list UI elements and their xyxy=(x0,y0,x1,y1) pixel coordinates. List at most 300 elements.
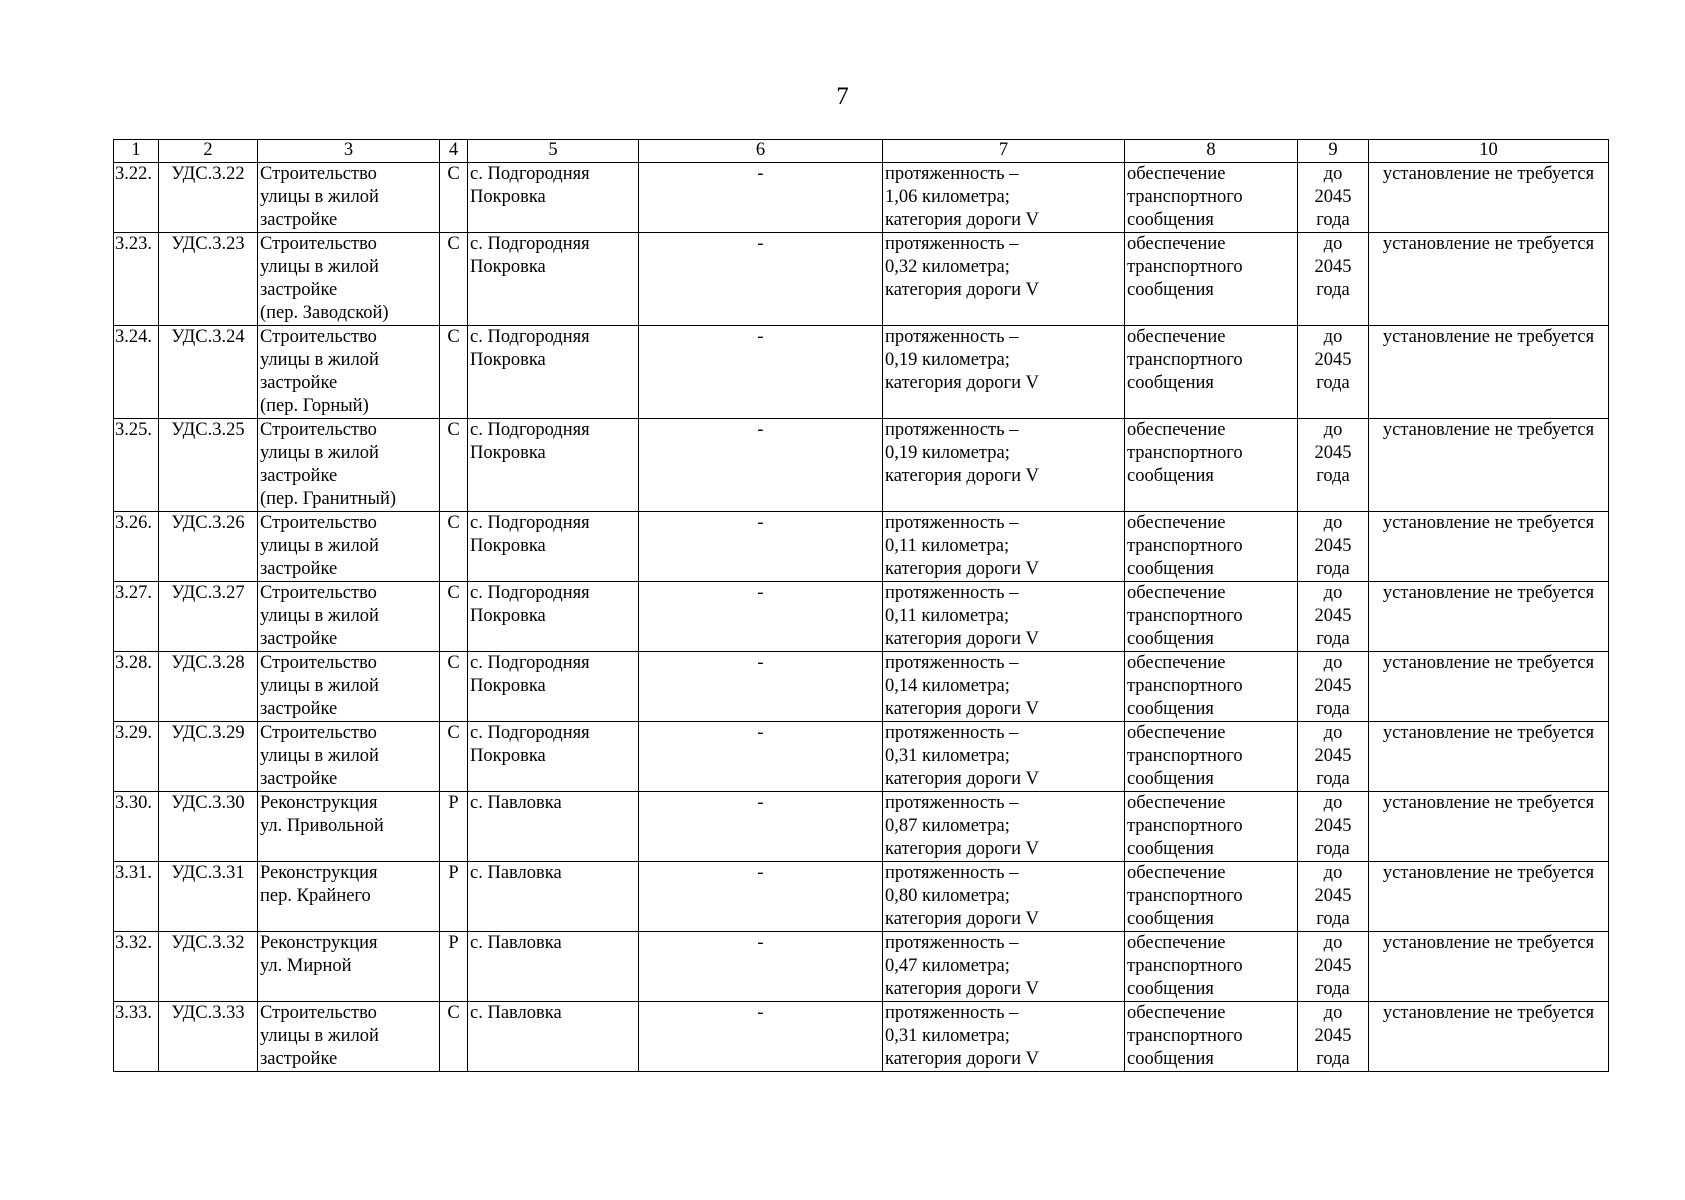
header-cell-10: 10 xyxy=(1369,140,1609,163)
location-line: Покровка xyxy=(470,606,546,626)
table-row xyxy=(114,1002,1609,1072)
term-line: до xyxy=(1323,513,1343,533)
parameters-line: протяженность – xyxy=(885,513,1019,533)
object-name-cell xyxy=(258,932,440,1002)
object-name-line: улицы в жилой xyxy=(260,1026,379,1046)
term-line: до xyxy=(1323,327,1343,347)
row-number-cell: 3.22. xyxy=(114,163,159,233)
term-line: года xyxy=(1316,629,1350,649)
object-name-line: (пер. Горный) xyxy=(260,396,369,416)
object-name-line: улицы в жилой xyxy=(260,536,379,556)
object-name-line: застройке xyxy=(260,629,338,649)
row-number-cell: 3.31. xyxy=(114,862,159,932)
purpose-line: сообщения xyxy=(1127,373,1214,393)
column-6-cell: - xyxy=(639,722,883,792)
object-name-cell xyxy=(258,582,440,652)
purpose-line: транспортного xyxy=(1127,350,1243,370)
term-line: до xyxy=(1323,653,1343,673)
work-type-cell: С xyxy=(440,722,468,792)
location-line: с. Подгородняя xyxy=(470,420,590,440)
purpose-cell xyxy=(1125,419,1298,512)
term-line: года xyxy=(1316,210,1350,230)
zone-cell: установление не требуется xyxy=(1369,862,1609,932)
header-cell-8: 8 xyxy=(1125,140,1298,163)
term-cell xyxy=(1298,582,1369,652)
parameters-line: протяженность – xyxy=(885,793,1019,813)
object-name-line: застройке xyxy=(260,559,338,579)
object-name-line: (пер. Гранитный) xyxy=(260,489,397,509)
term-cell xyxy=(1298,792,1369,862)
term-cell xyxy=(1298,1002,1369,1072)
purpose-cell xyxy=(1125,163,1298,233)
object-code-cell: УДС.3.24 xyxy=(159,326,258,419)
object-code-cell: УДС.3.26 xyxy=(159,512,258,582)
term-line: до xyxy=(1323,723,1343,743)
term-line: 2045 xyxy=(1314,816,1352,836)
object-name-line: Строительство xyxy=(260,327,377,347)
header-cell-7: 7 xyxy=(883,140,1125,163)
object-code-cell: УДС.3.32 xyxy=(159,932,258,1002)
location-cell xyxy=(468,652,639,722)
parameters-line: категория дороги V xyxy=(885,1049,1040,1069)
term-line: 2045 xyxy=(1314,746,1352,766)
term-line: до xyxy=(1323,234,1343,254)
parameters-line: категория дороги V xyxy=(885,280,1040,300)
parameters-line: 0,32 километра; xyxy=(885,257,1010,277)
zone-cell: установление не требуется xyxy=(1369,419,1609,512)
table-row xyxy=(114,326,1609,419)
location-line: с. Подгородняя xyxy=(470,234,590,254)
purpose-line: транспортного xyxy=(1127,443,1243,463)
parameters-line: 0,80 километра; xyxy=(885,886,1010,906)
table-row xyxy=(114,862,1609,932)
term-line: 2045 xyxy=(1314,187,1352,207)
object-name-cell xyxy=(258,326,440,419)
zone-cell: установление не требуется xyxy=(1369,582,1609,652)
table-row xyxy=(114,722,1609,792)
column-6-cell: - xyxy=(639,326,883,419)
purpose-cell xyxy=(1125,652,1298,722)
object-name-line: улицы в жилой xyxy=(260,257,379,277)
zone-cell: установление не требуется xyxy=(1369,233,1609,326)
parameters-cell xyxy=(883,652,1125,722)
term-line: 2045 xyxy=(1314,676,1352,696)
purpose-line: сообщения xyxy=(1127,210,1214,230)
object-name-line: Реконструкция xyxy=(260,793,378,813)
purpose-line: транспортного xyxy=(1127,746,1243,766)
header-cell-3: 3 xyxy=(258,140,440,163)
work-type-cell: С xyxy=(440,1002,468,1072)
table-row xyxy=(114,163,1609,233)
column-6-cell: - xyxy=(639,652,883,722)
location-line: Покровка xyxy=(470,676,546,696)
work-type-cell: Р xyxy=(440,862,468,932)
term-line: 2045 xyxy=(1314,257,1352,277)
location-line: Покровка xyxy=(470,746,546,766)
parameters-line: категория дороги V xyxy=(885,839,1040,859)
parameters-cell xyxy=(883,932,1125,1002)
object-name-line: Строительство xyxy=(260,583,377,603)
parameters-line: категория дороги V xyxy=(885,466,1040,486)
column-6-cell: - xyxy=(639,163,883,233)
parameters-line: протяженность – xyxy=(885,234,1019,254)
purpose-line: транспортного xyxy=(1127,536,1243,556)
object-name-line: улицы в жилой xyxy=(260,350,379,370)
purpose-cell xyxy=(1125,582,1298,652)
location-cell xyxy=(468,1002,639,1072)
location-line: Покровка xyxy=(470,187,546,207)
column-6-cell: - xyxy=(639,1002,883,1072)
parameters-cell xyxy=(883,1002,1125,1072)
object-code-cell: УДС.3.28 xyxy=(159,652,258,722)
purpose-line: сообщения xyxy=(1127,769,1214,789)
location-line: с. Подгородняя xyxy=(470,583,590,603)
object-code-cell: УДС.3.27 xyxy=(159,582,258,652)
object-name-line: Реконструкция xyxy=(260,863,378,883)
location-cell xyxy=(468,419,639,512)
location-line: с. Подгородняя xyxy=(470,513,590,533)
object-name-line: Строительство xyxy=(260,420,377,440)
term-cell xyxy=(1298,512,1369,582)
term-line: 2045 xyxy=(1314,1026,1352,1046)
zone-cell: установление не требуется xyxy=(1369,792,1609,862)
object-name-cell xyxy=(258,419,440,512)
column-6-cell: - xyxy=(639,862,883,932)
parameters-line: 0,47 километра; xyxy=(885,956,1010,976)
work-type-cell: С xyxy=(440,419,468,512)
object-name-line: улицы в жилой xyxy=(260,443,379,463)
purpose-line: транспортного xyxy=(1127,187,1243,207)
object-name-cell xyxy=(258,512,440,582)
term-line: 2045 xyxy=(1314,886,1352,906)
location-line: с. Подгородняя xyxy=(470,164,590,184)
object-name-line: застройке xyxy=(260,769,338,789)
header-cell-9: 9 xyxy=(1298,140,1369,163)
zone-cell: установление не требуется xyxy=(1369,932,1609,1002)
term-cell xyxy=(1298,862,1369,932)
column-6-cell: - xyxy=(639,792,883,862)
purpose-line: транспортного xyxy=(1127,886,1243,906)
object-name-line: улицы в жилой xyxy=(260,187,379,207)
parameters-line: протяженность – xyxy=(885,327,1019,347)
zone-cell: установление не требуется xyxy=(1369,326,1609,419)
location-line: с. Павловка xyxy=(470,793,562,813)
parameters-line: протяженность – xyxy=(885,653,1019,673)
purpose-line: обеспечение xyxy=(1127,933,1226,953)
purpose-line: обеспечение xyxy=(1127,793,1226,813)
object-name-line: застройке xyxy=(260,373,338,393)
table-row xyxy=(114,932,1609,1002)
header-cell-2: 2 xyxy=(159,140,258,163)
object-name-line: Строительство xyxy=(260,513,377,533)
purpose-line: сообщения xyxy=(1127,839,1214,859)
parameters-cell xyxy=(883,862,1125,932)
purpose-line: обеспечение xyxy=(1127,1003,1226,1023)
location-cell xyxy=(468,722,639,792)
object-code-cell: УДС.3.22 xyxy=(159,163,258,233)
parameters-cell xyxy=(883,582,1125,652)
parameters-line: категория дороги V xyxy=(885,979,1040,999)
row-number-cell: 3.32. xyxy=(114,932,159,1002)
parameters-cell xyxy=(883,792,1125,862)
object-code-cell: УДС.3.29 xyxy=(159,722,258,792)
purpose-line: обеспечение xyxy=(1127,327,1226,347)
purpose-cell xyxy=(1125,862,1298,932)
object-name-line: улицы в жилой xyxy=(260,746,379,766)
purpose-line: сообщения xyxy=(1127,280,1214,300)
parameters-cell xyxy=(883,233,1125,326)
row-number-cell: 3.23. xyxy=(114,233,159,326)
header-cell-5: 5 xyxy=(468,140,639,163)
table-row xyxy=(114,419,1609,512)
page-number: 7 xyxy=(836,83,849,110)
location-line: Покровка xyxy=(470,443,546,463)
location-line: Покровка xyxy=(470,536,546,556)
row-number-cell: 3.24. xyxy=(114,326,159,419)
location-line: Покровка xyxy=(470,257,546,277)
parameters-cell xyxy=(883,512,1125,582)
column-6-cell: - xyxy=(639,932,883,1002)
purpose-line: обеспечение xyxy=(1127,723,1226,743)
row-number-cell: 3.28. xyxy=(114,652,159,722)
purpose-line: сообщения xyxy=(1127,1049,1214,1069)
column-6-cell: - xyxy=(639,582,883,652)
object-name-line: ул. Мирной xyxy=(260,956,352,976)
location-cell xyxy=(468,862,639,932)
term-cell xyxy=(1298,326,1369,419)
parameters-line: категория дороги V xyxy=(885,559,1040,579)
purpose-line: сообщения xyxy=(1127,466,1214,486)
parameters-line: категория дороги V xyxy=(885,909,1040,929)
table-row xyxy=(114,512,1609,582)
purpose-line: обеспечение xyxy=(1127,234,1226,254)
object-code-cell: УДС.3.33 xyxy=(159,1002,258,1072)
term-line: до xyxy=(1323,583,1343,603)
header-cell-6: 6 xyxy=(639,140,883,163)
term-line: года xyxy=(1316,373,1350,393)
term-line: 2045 xyxy=(1314,956,1352,976)
parameters-line: 0,31 километра; xyxy=(885,746,1010,766)
purpose-line: сообщения xyxy=(1127,909,1214,929)
table-row xyxy=(114,582,1609,652)
purpose-cell xyxy=(1125,233,1298,326)
row-number-cell: 3.25. xyxy=(114,419,159,512)
work-type-cell: С xyxy=(440,512,468,582)
header-cell-4: 4 xyxy=(440,140,468,163)
parameters-line: категория дороги V xyxy=(885,699,1040,719)
term-line: года xyxy=(1316,466,1350,486)
purpose-line: транспортного xyxy=(1127,676,1243,696)
parameters-line: категория дороги V xyxy=(885,373,1040,393)
object-code-cell: УДС.3.31 xyxy=(159,862,258,932)
object-name-line: застройке xyxy=(260,1049,338,1069)
parameters-line: протяженность – xyxy=(885,863,1019,883)
location-line: с. Павловка xyxy=(470,1003,562,1023)
term-cell xyxy=(1298,652,1369,722)
object-name-line: ул. Привольной xyxy=(260,816,384,836)
term-cell xyxy=(1298,932,1369,1002)
parameters-line: протяженность – xyxy=(885,1003,1019,1023)
term-line: года xyxy=(1316,1049,1350,1069)
table-row xyxy=(114,233,1609,326)
term-line: года xyxy=(1316,839,1350,859)
work-type-cell: Р xyxy=(440,932,468,1002)
object-name-line: застройке xyxy=(260,699,338,719)
purpose-line: обеспечение xyxy=(1127,583,1226,603)
work-type-cell: С xyxy=(440,326,468,419)
parameters-cell xyxy=(883,419,1125,512)
work-type-cell: С xyxy=(440,652,468,722)
term-line: до xyxy=(1323,933,1343,953)
parameters-line: протяженность – xyxy=(885,583,1019,603)
purpose-line: сообщения xyxy=(1127,559,1214,579)
purpose-line: транспортного xyxy=(1127,1026,1243,1046)
parameters-line: 0,11 километра; xyxy=(885,536,1010,556)
object-name-line: Строительство xyxy=(260,164,377,184)
purpose-cell xyxy=(1125,722,1298,792)
purpose-line: обеспечение xyxy=(1127,164,1226,184)
object-code-cell: УДС.3.23 xyxy=(159,233,258,326)
parameters-line: категория дороги V xyxy=(885,769,1040,789)
purpose-cell xyxy=(1125,1002,1298,1072)
purpose-line: транспортного xyxy=(1127,606,1243,626)
term-line: до xyxy=(1323,420,1343,440)
work-type-cell: С xyxy=(440,233,468,326)
object-name-line: застройке xyxy=(260,466,338,486)
location-cell xyxy=(468,512,639,582)
parameters-line: 1,06 километра; xyxy=(885,187,1010,207)
column-6-cell: - xyxy=(639,419,883,512)
object-name-line: застройке xyxy=(260,210,338,230)
column-6-cell: - xyxy=(639,233,883,326)
parameters-cell xyxy=(883,722,1125,792)
object-name-cell xyxy=(258,792,440,862)
work-type-cell: Р xyxy=(440,792,468,862)
table-row xyxy=(114,792,1609,862)
object-name-cell xyxy=(258,163,440,233)
location-cell xyxy=(468,582,639,652)
term-line: до xyxy=(1323,164,1343,184)
parameters-line: 0,19 километра; xyxy=(885,350,1010,370)
object-name-line: (пер. Заводской) xyxy=(260,303,389,323)
parameters-line: 0,11 километра; xyxy=(885,606,1010,626)
row-number-cell: 3.29. xyxy=(114,722,159,792)
location-cell xyxy=(468,233,639,326)
object-code-cell: УДС.3.25 xyxy=(159,419,258,512)
purpose-cell xyxy=(1125,792,1298,862)
parameters-line: 0,19 километра; xyxy=(885,443,1010,463)
term-line: года xyxy=(1316,699,1350,719)
object-name-line: Строительство xyxy=(260,653,377,673)
purpose-line: обеспечение xyxy=(1127,420,1226,440)
object-name-cell xyxy=(258,722,440,792)
location-cell xyxy=(468,163,639,233)
object-name-line: Строительство xyxy=(260,723,377,743)
purpose-cell xyxy=(1125,512,1298,582)
location-line: с. Павловка xyxy=(470,863,562,883)
term-line: года xyxy=(1316,769,1350,789)
location-cell xyxy=(468,932,639,1002)
location-line: с. Подгородняя xyxy=(470,653,590,673)
row-number-cell: 3.27. xyxy=(114,582,159,652)
term-line: года xyxy=(1316,280,1350,300)
object-name-cell xyxy=(258,233,440,326)
table-row xyxy=(114,652,1609,722)
purpose-line: сообщения xyxy=(1127,979,1214,999)
purpose-line: сообщения xyxy=(1127,629,1214,649)
term-line: года xyxy=(1316,979,1350,999)
purpose-cell xyxy=(1125,932,1298,1002)
term-line: 2045 xyxy=(1314,350,1352,370)
parameters-line: 0,87 километра; xyxy=(885,816,1010,836)
term-line: до xyxy=(1323,793,1343,813)
location-line: с. Подгородняя xyxy=(470,723,590,743)
term-line: 2045 xyxy=(1314,606,1352,626)
work-type-cell: С xyxy=(440,163,468,233)
purpose-line: обеспечение xyxy=(1127,653,1226,673)
object-name-line: пер. Крайнего xyxy=(260,886,371,906)
row-number-cell: 3.30. xyxy=(114,792,159,862)
object-name-line: Реконструкция xyxy=(260,933,378,953)
parameters-cell xyxy=(883,326,1125,419)
term-line: года xyxy=(1316,559,1350,579)
term-line: 2045 xyxy=(1314,536,1352,556)
parameters-line: протяженность – xyxy=(885,420,1019,440)
term-cell xyxy=(1298,419,1369,512)
term-cell xyxy=(1298,722,1369,792)
term-line: 2045 xyxy=(1314,443,1352,463)
object-code-cell: УДС.3.30 xyxy=(159,792,258,862)
purpose-line: сообщения xyxy=(1127,699,1214,719)
term-cell xyxy=(1298,233,1369,326)
objects-table xyxy=(113,139,1609,1072)
zone-cell: установление не требуется xyxy=(1369,163,1609,233)
parameters-line: 0,14 километра; xyxy=(885,676,1010,696)
object-name-line: Строительство xyxy=(260,1003,377,1023)
purpose-cell xyxy=(1125,326,1298,419)
term-line: до xyxy=(1323,1003,1343,1023)
object-name-cell xyxy=(258,862,440,932)
purpose-line: транспортного xyxy=(1127,257,1243,277)
location-line: Покровка xyxy=(470,350,546,370)
term-line: до xyxy=(1323,863,1343,883)
object-name-cell xyxy=(258,652,440,722)
parameters-line: категория дороги V xyxy=(885,629,1040,649)
zone-cell: установление не требуется xyxy=(1369,512,1609,582)
zone-cell: установление не требуется xyxy=(1369,652,1609,722)
header-row xyxy=(114,140,1609,163)
zone-cell: установление не требуется xyxy=(1369,722,1609,792)
location-cell xyxy=(468,792,639,862)
purpose-line: транспортного xyxy=(1127,956,1243,976)
location-cell xyxy=(468,326,639,419)
row-number-cell: 3.26. xyxy=(114,512,159,582)
parameters-line: протяженность – xyxy=(885,164,1019,184)
purpose-line: транспортного xyxy=(1127,816,1243,836)
term-cell xyxy=(1298,163,1369,233)
parameters-line: протяженность – xyxy=(885,933,1019,953)
zone-cell: установление не требуется xyxy=(1369,1002,1609,1072)
row-number-cell: 3.33. xyxy=(114,1002,159,1072)
object-name-line: улицы в жилой xyxy=(260,606,379,626)
parameters-line: 0,31 километра; xyxy=(885,1026,1010,1046)
parameters-line: протяженность – xyxy=(885,723,1019,743)
parameters-line: категория дороги V xyxy=(885,210,1040,230)
location-line: с. Подгородняя xyxy=(470,327,590,347)
term-line: года xyxy=(1316,909,1350,929)
header-cell-1: 1 xyxy=(114,140,159,163)
work-type-cell: С xyxy=(440,582,468,652)
